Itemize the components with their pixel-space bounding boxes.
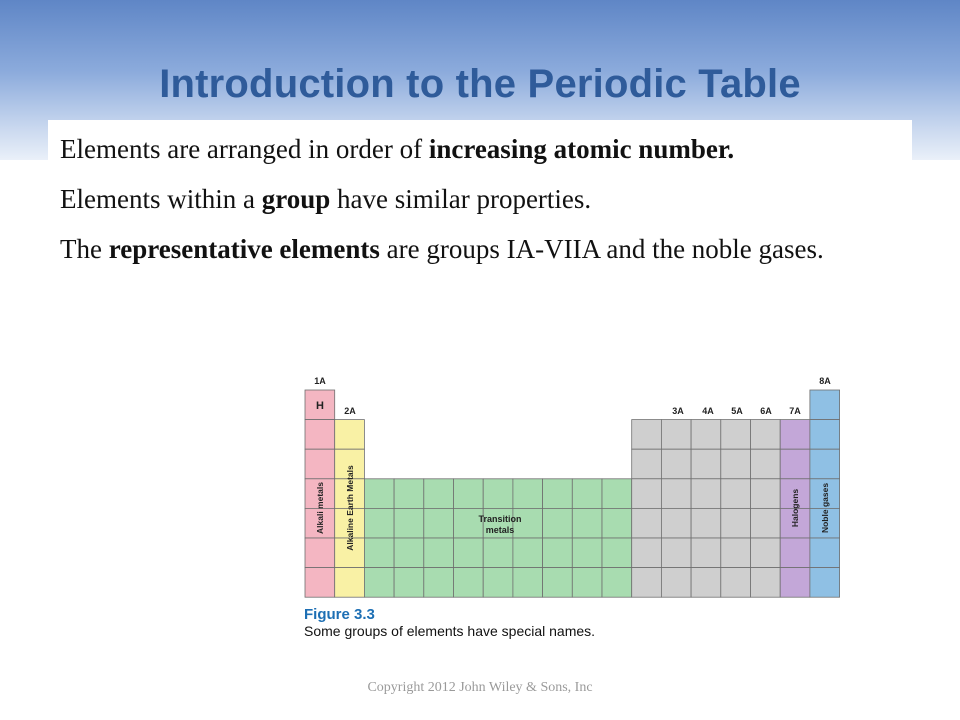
element-cell [661, 479, 691, 509]
element-cell [721, 508, 751, 538]
element-cell [305, 449, 335, 479]
element-cell [721, 538, 751, 568]
element-cell [335, 420, 365, 450]
element-cell [335, 568, 365, 598]
group-label-1a: 1A [314, 376, 326, 386]
element-cell [661, 538, 691, 568]
transition-label-line2: metals [485, 525, 515, 535]
element-cell [691, 508, 721, 538]
element-cell [780, 538, 810, 568]
element-cell [632, 508, 662, 538]
element-cell [305, 568, 335, 598]
element-cell [424, 568, 454, 598]
element-cell [661, 568, 691, 598]
element-cell [751, 538, 781, 568]
bullet-bold-text: representative elements [108, 234, 380, 264]
element-cell [721, 479, 751, 509]
element-cell [424, 479, 454, 509]
slide-title: Introduction to the Periodic Table [159, 62, 801, 106]
element-cell [751, 479, 781, 509]
element-cell [780, 568, 810, 598]
element-cell [751, 420, 781, 450]
element-cell [691, 538, 721, 568]
group-label-2a: 2A [344, 406, 356, 416]
element-cell [483, 479, 513, 509]
element-cell [632, 449, 662, 479]
group-label-5a: 5A [731, 406, 743, 416]
figure-caption [304, 606, 595, 640]
bullet-item [60, 230, 890, 268]
element-cell [721, 449, 751, 479]
group-label-8a: 8A [819, 376, 831, 386]
periodic-table-cells [305, 390, 840, 597]
noble-gases-label: Noble gases [820, 482, 830, 534]
element-cell [602, 479, 632, 509]
group-label-6a: 6A [760, 406, 772, 416]
element-cell [661, 420, 691, 450]
alkaline-earth-label: Alkaline Earth Metals [345, 465, 355, 551]
element-cell [810, 538, 840, 568]
element-cell [394, 479, 424, 509]
element-cell [483, 538, 513, 568]
element-cell [394, 538, 424, 568]
group-label-4a: 4A [702, 406, 714, 416]
element-cell [780, 449, 810, 479]
element-cell [513, 479, 543, 509]
element-cell [364, 538, 394, 568]
element-cell [572, 508, 602, 538]
element-cell [810, 420, 840, 450]
element-cell [632, 479, 662, 509]
element-cell [394, 508, 424, 538]
alkali-metals-label: Alkali metals [315, 482, 325, 534]
bullet-item [60, 180, 890, 218]
copyright-notice: Copyright 2012 John Wiley & Sons, Inc [367, 680, 593, 695]
element-cell [543, 479, 573, 509]
element-cell [632, 420, 662, 450]
element-cell [513, 568, 543, 598]
group-label-7a: 7A [789, 406, 801, 416]
element-cell [543, 568, 573, 598]
element-cell [424, 508, 454, 538]
element-cell [751, 568, 781, 598]
element-cell [424, 538, 454, 568]
element-cell [572, 538, 602, 568]
element-cell [661, 449, 691, 479]
element-cell [602, 538, 632, 568]
periodic-table-figure [300, 372, 850, 602]
element-cell [691, 479, 721, 509]
element-cell [364, 568, 394, 598]
element-cell [364, 479, 394, 509]
element-cell [810, 390, 840, 420]
element-cell [572, 479, 602, 509]
caption-title: Figure 3.3 [304, 606, 375, 623]
element-cell [454, 568, 484, 598]
caption-text: Some groups of elements have special names. [304, 623, 596, 639]
element-cell [483, 568, 513, 598]
element-cell [691, 449, 721, 479]
element-cell [780, 420, 810, 450]
element-cell [602, 508, 632, 538]
bullet-text: are groups IA-VIIA and the noble gases. [379, 234, 824, 264]
element-cell [721, 568, 751, 598]
element-cell [751, 449, 781, 479]
transition-label-line1: Transition [478, 514, 522, 524]
halogens-label: Halogens [790, 488, 800, 528]
element-cell [513, 538, 543, 568]
element-cell [543, 538, 573, 568]
element-cell [810, 449, 840, 479]
element-cell [661, 508, 691, 538]
bullet-bold-text: group [261, 184, 331, 214]
element-cell [810, 568, 840, 598]
element-cell [305, 420, 335, 450]
element-cell [632, 538, 662, 568]
hydrogen-symbol: H [316, 400, 324, 412]
bullet-text: The [60, 234, 109, 264]
bullet-list [60, 130, 890, 280]
group-label-3a: 3A [672, 406, 684, 416]
bullet-item [60, 130, 890, 168]
bullet-bold-text: increasing atomic number. [428, 134, 735, 164]
element-cell [632, 568, 662, 598]
element-cell [394, 568, 424, 598]
element-cell [305, 538, 335, 568]
bullet-text: Elements are arranged in order of [60, 134, 429, 164]
element-cell [691, 420, 721, 450]
element-cell [543, 508, 573, 538]
element-cell [751, 508, 781, 538]
element-cell [364, 508, 394, 538]
element-cell [454, 538, 484, 568]
element-cell [454, 479, 484, 509]
element-cell [572, 568, 602, 598]
element-cell [602, 568, 632, 598]
element-cell [721, 420, 751, 450]
bullet-text: Elements within a [60, 184, 262, 214]
element-cell [691, 568, 721, 598]
bullet-text: have similar properties. [330, 184, 592, 214]
